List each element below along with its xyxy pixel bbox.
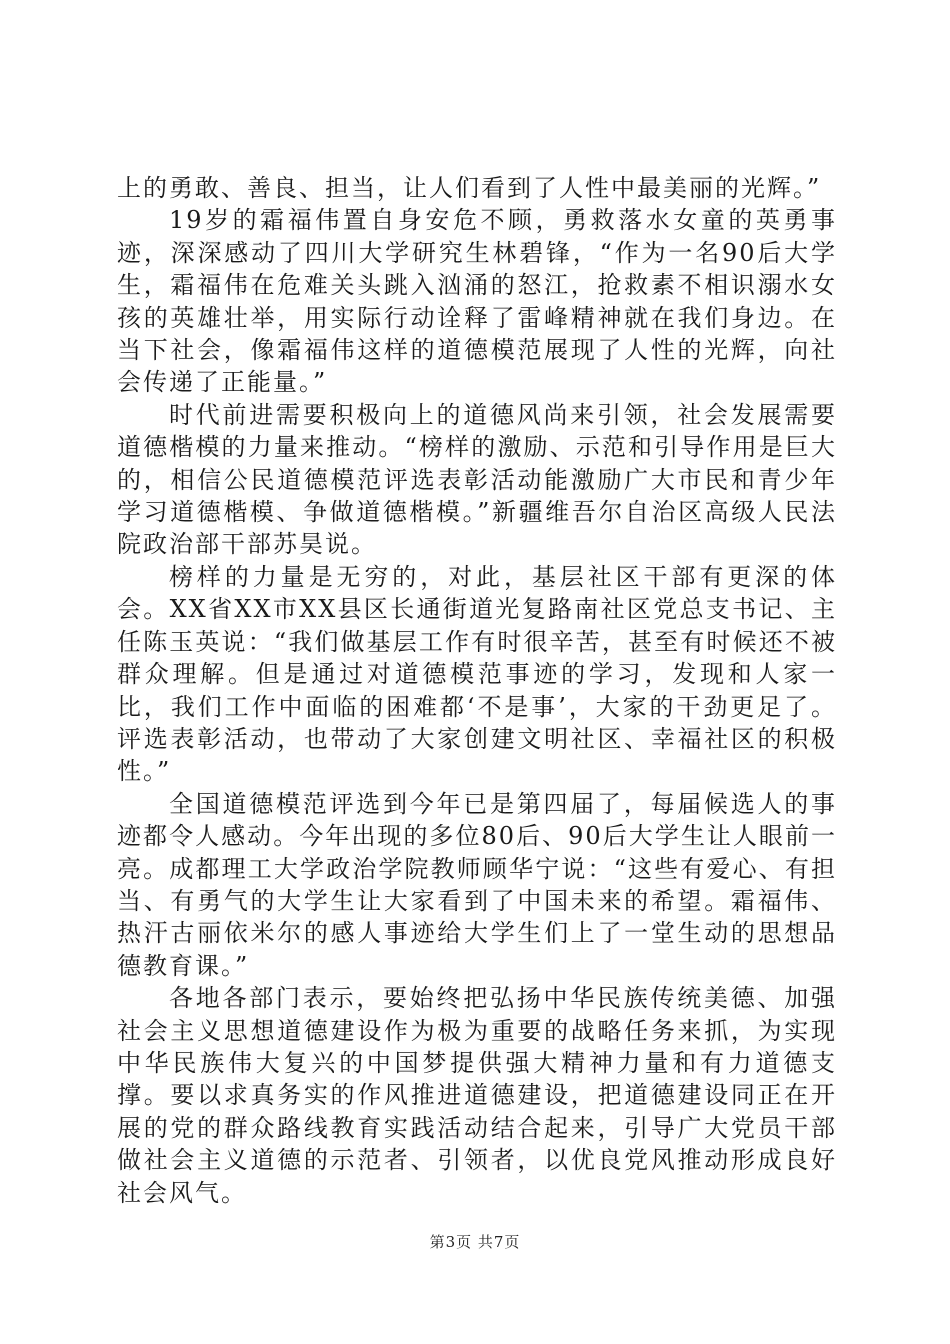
paragraph: 时代前进需要积极向上的道德风尚来引领，社会发展需要道德楷模的力量来推动。“榜样的激励、示范和引导作用是巨大的，相信公民道德模范评选表彰活动能激励广大市民和青少年学习道德楷模、争做道德楷模。”新疆维吾尔自治区高级人民法院政治部干部苏昊说。 [117, 400, 837, 559]
page-number-footer: 第3页 共7页 [429, 1233, 521, 1251]
document-body [117, 172, 837, 1209]
paragraph: 全国道德模范评选到今年已是第四届了，每届候选人的事迹都令人感动。今年出现的多位80后、90后大学生让人眼前一亮。成都理工大学政治学院教师顾华宁说：“这些有爱心、有担当、有勇气的大学生让大家看到了中国未来的希望。霜福伟、热汗古丽依米尔的感人事迹给大学生们上了一堂生动的思想品德教育课。” [117, 789, 837, 980]
paragraph: 各地各部门表示，要始终把弘扬中华民族传统美德、加强社会主义思想道德建设作为极为重要的战略任务来抓，为实现中华民族伟大复兴的中国梦提供强大精神力量和有力道德支撑。要以求真务实的作风推进道德建设，把道德建设同正在开展的党的群众路线教育实践活动结合起来，引导广大党员干部做社会主义道德的示范者、引领者，以优良党风推动形成良好社会风气。 [117, 984, 837, 1207]
paragraph-continuation: 上的勇敢、善良、担当，让人们看到了人性中最美丽的光辉。” [117, 174, 822, 202]
paragraph: 19岁的霜福伟置自身安危不顾，勇救落水女童的英勇事迹，深深感动了四川大学研究生林碧锋，“作为一名90后大学生，霜福伟在危难关头跳入汹涌的怒江，抢救素不相识溺水女孩的英雄壮举，用实际行动诠释了雷峰精神就在我们身边。在当下社会，像霜福伟这样的道德模范展现了人性的光辉，向社会传递了正能量。” [117, 206, 837, 397]
paragraph: 榜样的力量是无穷的，对此，基层社区干部有更深的体会。XX省XX市XX县区长通街道光复路南社区党总支书记、主任陈玉英说：“我们做基层工作有时很辛苦，甚至有时候还不被群众理解。但是通过对道德模范事迹的学习，发现和人家一比，我们工作中面临的困难都‘不是事’，大家的干劲更足了。评选表彰活动，也带动了大家创建文明社区、幸福社区的积极性。” [117, 562, 837, 786]
